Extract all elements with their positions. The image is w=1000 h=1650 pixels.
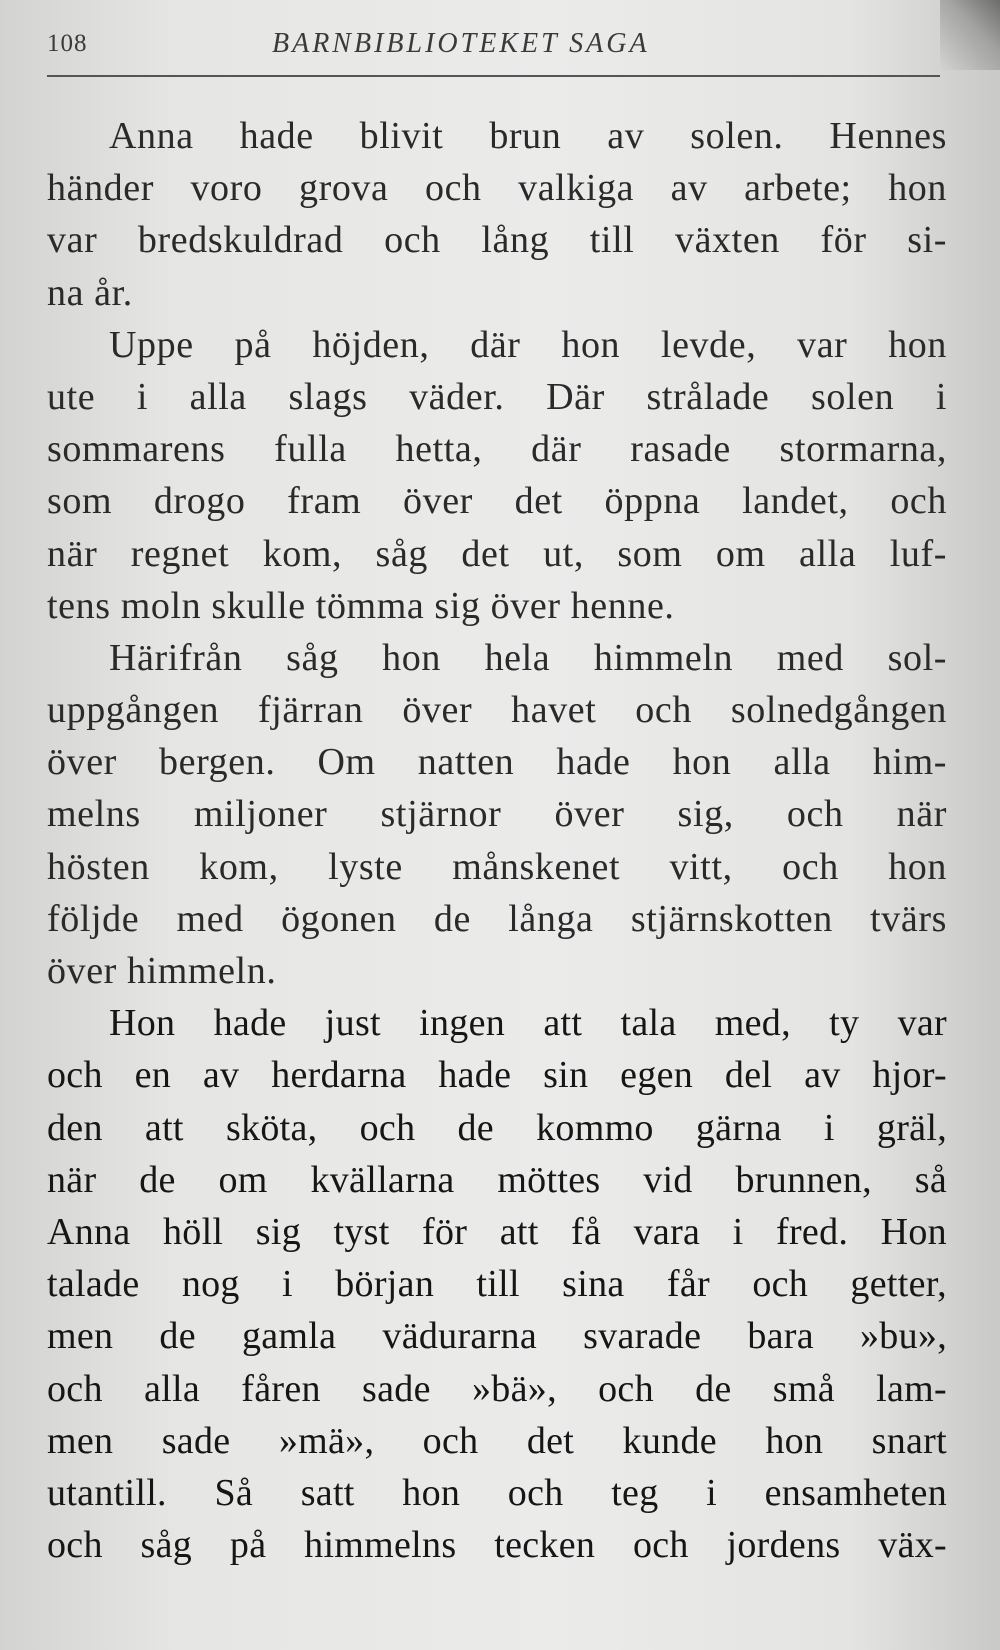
page-number: 108 bbox=[47, 30, 88, 57]
text-line: ute i alla slags väder. Där strålade solen i bbox=[47, 375, 947, 418]
text-line: över bergen. Om natten hade hon alla him- bbox=[47, 741, 947, 784]
text-line: men de gamla vädurarna svarade bara »bu», bbox=[47, 1315, 947, 1358]
text-line: var bredskuldrad och lång till växten för si- bbox=[47, 219, 947, 262]
text-line: sommarens fulla hetta, där rasade stormarna, bbox=[47, 428, 947, 471]
text-line: utantill. Så satt hon och teg i ensamheten bbox=[47, 1471, 947, 1514]
text-line: och en av herdarna hade sin egen del av hjor- bbox=[47, 1054, 947, 1097]
text-line: hösten kom, lyste månskenet vitt, och hon bbox=[47, 845, 947, 888]
text-line: Härifrån såg hon hela himmeln med sol- bbox=[109, 636, 947, 679]
body-text bbox=[47, 110, 947, 1571]
text-line: melns miljoner stjärnor över sig, och när bbox=[47, 793, 947, 836]
running-head bbox=[47, 26, 940, 66]
text-line: över himmeln. bbox=[47, 950, 277, 992]
text-line: den att sköta, och de kommo gärna i gräl, bbox=[47, 1106, 947, 1149]
running-title: BARNBIBLIOTEKET SAGA bbox=[272, 28, 650, 59]
text-line: händer voro grova och valkiga av arbete; hon bbox=[47, 167, 947, 210]
text-line: och alla fåren sade »bä», och de små lam- bbox=[47, 1367, 947, 1410]
paragraph-3 bbox=[47, 632, 947, 997]
header-rule bbox=[47, 75, 940, 77]
page-corner-shadow bbox=[940, 0, 1000, 70]
text-line: na år. bbox=[47, 271, 133, 314]
text-line: Hon hade just ingen att tala med, ty var bbox=[109, 1002, 947, 1045]
text-line: när de om kvällarna möttes vid brunnen, så bbox=[47, 1158, 947, 1201]
paragraph-2 bbox=[47, 319, 947, 632]
text-line: följde med ögonen de långa stjärnskotten tvärs bbox=[47, 897, 947, 940]
paragraph-4 bbox=[47, 997, 947, 1571]
text-line: tens moln skulle tömma sig över henne. bbox=[47, 584, 675, 627]
text-line: som drogo fram över det öppna landet, och bbox=[47, 480, 947, 523]
paragraph-1 bbox=[47, 110, 947, 319]
text-line: uppgången fjärran över havet och solnedgången bbox=[47, 689, 947, 732]
text-line: Anna höll sig tyst för att få vara i fred. Hon bbox=[47, 1210, 947, 1253]
text-line: och såg på himmelns tecken och jordens väx- bbox=[47, 1524, 947, 1567]
text-line: Uppe på höjden, där hon levde, var hon bbox=[109, 323, 947, 366]
text-line: Anna hade blivit brun av solen. Hennes bbox=[109, 115, 947, 157]
text-line: när regnet kom, såg det ut, som om alla luf- bbox=[47, 532, 947, 575]
text-line: talade nog i början till sina får och getter, bbox=[47, 1263, 947, 1306]
text-line: men sade »mä», och det kunde hon snart bbox=[47, 1419, 947, 1462]
